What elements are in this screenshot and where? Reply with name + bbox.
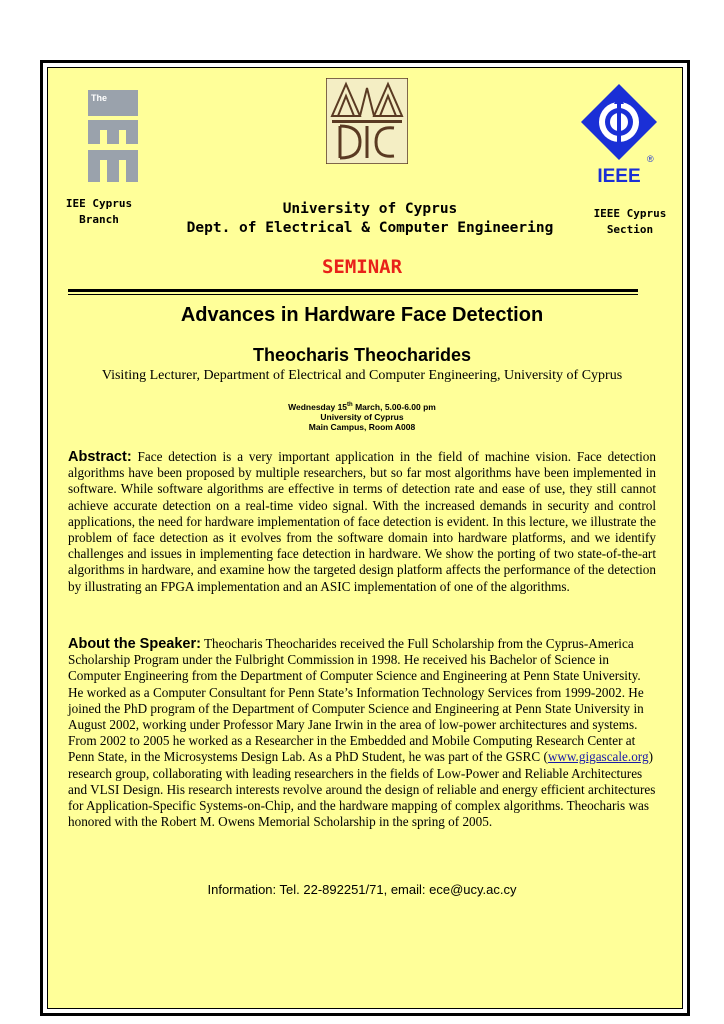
contact-information: Information: Tel. 22-892251/71, email: ece@ucy.ac.cy [207, 882, 517, 897]
speaker-name: Theocharis Theocharides [252, 345, 472, 365]
ieee-logo [577, 82, 661, 186]
registered-mark: ® [647, 154, 654, 164]
gigascale-link[interactable]: www.gigascale.org [547, 749, 649, 765]
department-name: Dept. of Electrical & Computer Engineering [186, 220, 554, 236]
divider-thin [68, 294, 638, 295]
schedule-venue-1: University of Cyprus [320, 411, 404, 422]
seminar-label: SEMINAR [321, 256, 403, 278]
ieee-cyprus-section: IEEE Cyprus Section [593, 207, 667, 236]
schedule-date: Wednesday 15th March, 5.00-6.00 pm [288, 401, 436, 412]
iee-logo [84, 88, 142, 184]
schedule-venue-2: Main Campus, Room A008 [308, 421, 416, 432]
iee-cyprus-branch: IEE Cyprus Branch [65, 197, 133, 226]
speaker-affiliation: Visiting Lecturer, Department of Electrical and Computer Engineering, University of Cyprus [101, 368, 623, 383]
divider-thick [68, 289, 638, 292]
university-logo [326, 78, 408, 164]
abstract-text: Face detection is a very important application in the field of machine vision. Face detection algorithms have been proposed by multiple researchers, but so far most algorithms have been implemented in software. While software algorithms are effective in terms of detection rate and ease of use, they still cannot achieve accurate detection on a real-time video signal. With the increased demands in security and control applications, the need for hardware implementation of face detection is evident. In this lecture, we illustrate the problem of face detection as it evolves from the software domain into hardware platforms, and we identify challenges and issues in implementing face detection in hardware. We show the porting of two state-of-the-art algorithms in hardware, and examine how the targeted design platform affects the performance of the detection by illustrating an FPGA implementation and an ASIC implementation of one of the algorithms. [68, 449, 656, 594]
iee-logo-text: The [91, 93, 108, 103]
abstract-heading: Abstract: [68, 449, 132, 465]
university-heading [160, 200, 580, 238]
ieee-logo-text: IEEE [597, 166, 641, 186]
talk-title: Advances in Hardware Face Detection [180, 304, 544, 326]
about-heading: About the Speaker: [68, 636, 201, 652]
abstract-paragraph [68, 449, 656, 595]
schedule [68, 400, 656, 432]
university-name: University of Cyprus [282, 201, 458, 217]
about-paragraph: About the Speaker: Theocharis Theocharides received the Full Scholarship from the Cyprus-America Scholarship Program under the Fulbright Commission in 1998. He received his Bachelor of Science in Computer Engineering from the Department of Computer Science and Engineering at Penn State University. He worked as a Computer Consultant for Penn State’s Information Technology Services from 1999-2002. He joined the PhD program of the Department of Computer Science and Engineering at Penn State University in August 2002, working under Professor Mary Jane Irwin in the area of low-power architectures and systems. From 2002 to 2005 he worked as a Researcher in the Embedded and Mobile Computing Research Center at Penn State, in the Microsystems Design Lab. As a PhD Student, he was part of the GSRC (www.gigascale.org) research group, collaborating with leading researchers in the fields of Low-Power and Reliable Architectures and VLSI Design. His research interests revolve around the design of reliable and energy efficient architectures for Application-Specific Systems-on-Chip, and the hardware mapping of complex algorithms. Theocharis was honored with the Robert M. Owens Memorial Scholarship in the spring of 2005. [68, 636, 656, 830]
